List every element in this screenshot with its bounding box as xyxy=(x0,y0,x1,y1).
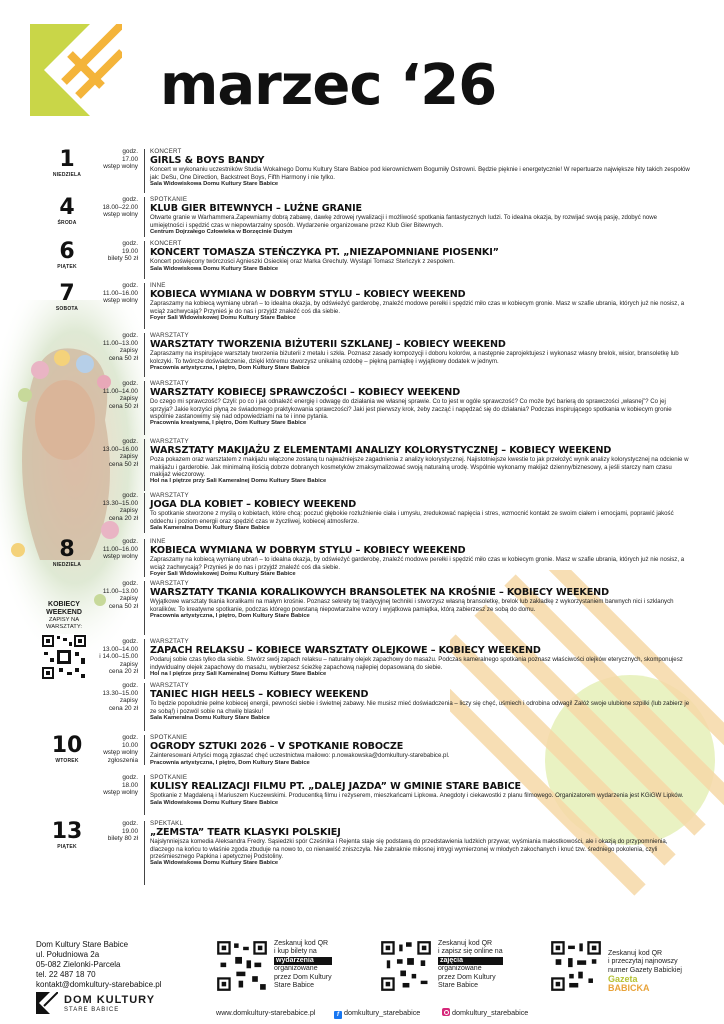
event-title: ZAPACH RELAKSU – KOBIECE WARSZTATY OLEJKOWE – KOBIECY WEEKEND xyxy=(150,645,541,657)
event-description: Spotkanie z Magdaleną i Mariuszem Kuczewskimi. Producentką filmu i reżyserem, mieszkańcami Lipkowa. Anegdoty i ciekawostki z planu filmowego. Organizatorem wydarzenia jest KGiGW Lipków. xyxy=(150,792,684,800)
event-description: Otwarte granie w Warhammera.Zapewniamy dobrą zabawę, dawkę zdrowej rywalizacji i możliwość spotkania fantastycznych ludzi. To idealna okazja, by rozwijać swoją pasję, zdobyć nowe umiejętności i spędzić czas w niepowtarzalny sposób. Wydarzenie organizowane przez Klub Gier Bitewnych. xyxy=(150,214,658,229)
event-meta-line: wstęp wolny xyxy=(103,553,138,561)
event-meta-line: cena 20 zł xyxy=(108,514,138,522)
event-venue: Pracownia artystyczna, I piętro, Dom Kultury Stare Babice xyxy=(150,364,310,371)
event-meta xyxy=(88,734,138,764)
gazeta-babicka-logo xyxy=(608,975,682,992)
event-meta-line: 18.00–22.00 xyxy=(102,203,138,211)
event-description: To będzie popołudnie pełne kobiecej energii, pewności siebie i świetnej zabawy. Nie musisz mieć doświadczenia – liczy się chęć, uśmiech i odrobina odwagi! Załóż swoje ulubione szpilki (lub zabierz je ze sobą!) i pozwól sobie na chwilę blasku! xyxy=(150,700,690,715)
event-meta-line: 13.00–16.00 xyxy=(102,445,138,453)
page-title: marzec ‘26 xyxy=(160,53,497,118)
event-description: Koncert w wykonaniu uczestników Studia Wokalnego Domu Kultury Stare Babice pod kierownictwem Bogumiły Ostrowni. Będzie pięknie i energetycznie! W repertuarze największe hity takich zespołów jak: DeSu, One Direction, Backstreet Boys, Fifth Harmony i nie tylko. xyxy=(150,166,690,181)
qr2-line: organizowane xyxy=(438,965,482,973)
event-meta-line: 18.00 xyxy=(122,781,138,789)
event-title: OGRODY SZTUKI 2026 – V SPOTKANIE ROBOCZE xyxy=(150,741,404,753)
gazeta-word: Gazeta xyxy=(608,974,638,985)
event-divider xyxy=(144,821,145,885)
event-weekday: SOBOTA xyxy=(55,306,79,312)
event-meta-line: 17.00 xyxy=(122,155,138,163)
event-category: WARSZTATY xyxy=(150,438,189,445)
kobiecy-weekend-box xyxy=(38,601,90,680)
event-divider xyxy=(144,493,145,533)
kobiecy-weekend-label: KOBIECY WEEKEND xyxy=(46,601,82,616)
event-meta-line: zapisy xyxy=(119,453,138,461)
event-venue: Sala Widowiskowa Domu Kultury Stare Babice xyxy=(150,799,279,806)
event-date xyxy=(40,734,94,764)
event-description: Podaruj sobie czas tylko dla siebie. Stwórz swój zapach relaksu – naturalny olejek zapachowy do masażu. Podczas kameralnego spotkania poznasz właściwości olejków eterycznych, skomponujesz indywidualny olejek zapachowy do masażu, wybierzesz ścieżkę zapachową najlepiej dopasowaną do siebie. xyxy=(150,656,683,671)
event-meta-line: cena 20 zł xyxy=(108,668,138,676)
event-body xyxy=(150,734,690,767)
event-venue: Foyer Sali Widowiskowej Domu Kultury Stare Babice xyxy=(150,314,296,321)
event-body xyxy=(150,492,690,532)
qr1-line: Zeskanuj kod QR xyxy=(274,940,329,947)
event-category: KONCERT xyxy=(150,240,182,247)
event-day-number: 4 xyxy=(59,195,75,220)
event-meta-line: godz. xyxy=(122,580,138,587)
event-venue: Sala Widowiskowa Domu Kultury Stare Babice xyxy=(150,180,279,187)
dom-kultury-mark-icon xyxy=(36,992,58,1014)
event-divider xyxy=(144,539,145,577)
logo-line-1: DOM KULTURY xyxy=(64,994,156,1006)
event-divider xyxy=(144,149,145,193)
qr2-line: i zapisz się online na xyxy=(438,948,503,956)
event-day-number: 8 xyxy=(59,537,75,562)
event-weekday: PIĄTEK xyxy=(57,264,77,270)
event-description: Najsłynniejsza komedia Aleksandra Fredry. Sąsiedzki spór Cześnika i Rejenta staje się podstawą do przedstawienia ludzkich przywar, wyśmiania małostkowości, ale i okazją do przypomnienia, dlaczego na końcu to właśnie zgoda zbuduje na nowo to, co nienawiść zniszczyła. Nie zabraknie miłosnej intrygi wymierzonej w młodych zakochanych i knuć tzw. średniego pokolenia, czyli prześmiesznego Papkina i apetycznej Podstoliny. xyxy=(150,838,668,860)
event-title: TANIEC HIGH HEELS – KOBIECY WEEKEND xyxy=(150,689,369,701)
event-meta xyxy=(88,580,138,610)
event-body xyxy=(150,538,690,578)
event-venue: Pracownia artystyczna, I piętro, Dom Kultury Stare Babice xyxy=(150,759,310,766)
event-meta-line: zapisy xyxy=(119,660,138,668)
event-day-number: 7 xyxy=(59,281,75,306)
event-title: WARSZTATY TKANIA KORALIKOWYCH BRANSOLETEK NA KROŚNIE – KOBIECY WEEKEND xyxy=(150,587,609,599)
facebook-icon: f xyxy=(334,1011,342,1019)
event-meta-line: zapisy xyxy=(119,395,138,403)
event-meta-line: 19.00 xyxy=(122,827,138,835)
event-meta xyxy=(88,148,138,171)
event-meta-line: zapisy xyxy=(119,595,138,603)
event-meta-line: 11.00–16.00 xyxy=(102,289,138,297)
address-city: 05-082 Zielonki-Parcela xyxy=(36,960,121,969)
event-title: KULISY REALIZACJI FILMU PT. „DALEJ JAZDA” W GMINIE STARE BABICE xyxy=(150,781,522,793)
event-meta-line: godz. xyxy=(122,438,138,445)
event-body xyxy=(150,148,690,188)
qr2-highlight: zajęcia xyxy=(438,957,503,965)
event-meta xyxy=(88,380,138,410)
event-venue: Sala Widowiskowa Domu Kultury Stare Babice xyxy=(150,860,279,867)
event-meta-line: godz. xyxy=(122,148,138,155)
event-category: INNE xyxy=(150,282,166,289)
event-body xyxy=(150,380,690,427)
event-meta-line: 13.30–15.00 xyxy=(102,689,138,697)
qr2-line: Zeskanuj kod QR xyxy=(438,940,493,947)
event-meta-line: 11.00–13.00 xyxy=(102,339,138,347)
qr3-line: Zeskanuj kod QR xyxy=(608,950,663,957)
event-category: KONCERT xyxy=(150,148,182,155)
event-description: Poza pokazem oraz warsztatem z makijażu włączone zostaną tu najważniejsze zagadnienia z analizy kolorystycznej. Najistotniejsze kwestie to jak przełożyć wynik analizy kolorystycznej na odcienie w makijażu i garderobie. Jak minimalną ilością dobrze dobranych kosmetyków zmaksymalizować swoją naturalną urodę. Wspólnie wykonamy makijaż dzienny/biznesowy, a jeśli starczy nam czasu makijaż wieczorowy. xyxy=(150,456,689,478)
event-title: WARSZTATY TWORZENIA BIŻUTERII SZKLANEJ – KOBIECY WEEKEND xyxy=(150,339,506,351)
event-venue: Pracownia artystyczna, I piętro, Dom Kultury Stare Babice xyxy=(150,612,310,619)
event-category: WARSZTATY xyxy=(150,380,189,387)
event-meta-line: godz. xyxy=(122,332,138,339)
instagram-icon xyxy=(442,1008,450,1016)
qr3-line: i przeczytaj najnowszy xyxy=(608,958,678,966)
event-meta-line: cena 50 zł xyxy=(108,354,138,362)
event-meta-line: zgłoszenia xyxy=(107,756,138,764)
footer-address xyxy=(36,940,162,990)
event-meta-line: godz. xyxy=(122,282,138,289)
event-meta-line: 11.00–14.00 xyxy=(102,387,138,395)
qr2-line: przez Dom Kultury xyxy=(438,973,496,981)
event-day-number: 6 xyxy=(59,239,75,264)
zapisy-label: ZAPISY NA WARSZTATY: xyxy=(46,617,82,630)
event-category: INNE xyxy=(150,538,166,545)
event-meta-line: 10.00 xyxy=(122,741,138,749)
qr-tickets-icon[interactable] xyxy=(216,940,268,992)
event-body xyxy=(150,282,690,322)
event-meta-line: bilety 80 zł xyxy=(107,835,138,843)
logo-line-2: STARE BABICE xyxy=(64,1007,120,1013)
qr1-line: Stare Babice xyxy=(274,982,315,990)
event-meta-line: godz. xyxy=(122,380,138,387)
footer xyxy=(0,920,724,1024)
event-meta xyxy=(88,196,138,219)
event-divider xyxy=(144,381,145,435)
event-body xyxy=(150,196,690,236)
event-divider xyxy=(144,241,145,279)
event-body xyxy=(150,240,690,273)
event-meta xyxy=(88,820,138,843)
event-venue: Centrum Dojrzałego Człowieka w Borzęcinie Dużym xyxy=(150,228,293,235)
event-venue: Sala Widowiskowa Domu Kultury Stare Babice xyxy=(150,265,279,272)
event-meta-line: i 14.00–15.00 xyxy=(99,653,138,661)
event-meta-line: 11.00–16.00 xyxy=(102,545,138,553)
event-body xyxy=(150,332,690,372)
event-description: Do czego mi sprawczość? Czyli: po co i jak odnaleźć energię i odwagę do działania we własnej sprawie. Co to jest w ogóle sprawczość? Co może być barierą do sprawczości „własnej”? Co jej sprzyja? Jakie korzyści płyną ze świadomego praktykowania sprawczości? Jaki jest pierwszy krok, żeby zacząć i napędzać się do działania? Podczas inspirującego spotkania w kobiecym gronie wspólnie zastanowimy się nad odpowiedziami na te i inne pytania. xyxy=(150,398,672,420)
event-meta-line: godz. xyxy=(122,774,138,781)
event-meta-line: 13.30–15.00 xyxy=(102,499,138,507)
qr-classes-text xyxy=(438,940,503,990)
facebook-handle: domkultury_starebabice xyxy=(344,1008,421,1017)
qr1-line: przez Dom Kultury xyxy=(274,973,332,981)
event-title: WARSZTATY MAKIJAŻU Z ELEMENTAMI ANALIZY KOLORYSTYCZNEJ – KOBIECY WEEKEND xyxy=(150,445,612,457)
qr2-line: Stare Babice xyxy=(438,982,479,990)
event-category: SPOTKANIE xyxy=(150,734,188,741)
event-date xyxy=(40,282,94,312)
event-meta-line: zapisy xyxy=(119,347,138,355)
event-description: To spotkanie stworzone z myślą o kobietach, które chcą: poczuć głębokie rozluźnienie ciała i umysłu, zredukować napięcia i stres, wzmocnić kontakt ze swoim ciałem i emocjami, poprawić jakość oddechu i poziom energii oraz spędzić czas w życzliwej, kobiecej atmosferze. xyxy=(150,510,674,525)
event-venue: Sala Kameralna Domu Kultury Stare Babice xyxy=(150,714,270,721)
event-venue: Hol na I piętrze przy Sali Kameralnej Domu Kultury Stare Babice xyxy=(150,670,327,677)
event-meta-line: bilety 50 zł xyxy=(107,255,138,263)
event-weekday: NIEDZIELA xyxy=(52,172,82,178)
event-title: „ZEMSTA” TEATR KLASYKI POLSKIEJ xyxy=(150,827,341,839)
qr-gazeta-text xyxy=(608,950,682,992)
event-weekday: WTOREK xyxy=(55,758,79,764)
instagram-handle: domkultury_starebabice xyxy=(452,1008,529,1017)
event-meta xyxy=(88,282,138,305)
dom-kultury-logo-icon xyxy=(30,24,122,116)
event-meta-line: godz. xyxy=(122,682,138,689)
event-meta-line: zapisy xyxy=(119,507,138,515)
qr-classes-icon[interactable] xyxy=(380,940,432,992)
event-venue: Pracownia kreatywna, I piętro, Dom Kultury Stare Babice xyxy=(150,420,307,427)
event-body xyxy=(150,580,690,620)
event-body xyxy=(150,438,690,485)
event-meta xyxy=(88,774,138,797)
qr-code-icon[interactable] xyxy=(41,634,87,680)
event-venue: Sala Kameralna Domu Kultury Stare Babice xyxy=(150,524,270,531)
event-day-number: 13 xyxy=(51,819,83,844)
event-meta-line: cena 50 zł xyxy=(108,460,138,468)
address-name: Dom Kultury Stare Babice xyxy=(36,940,129,949)
event-description: Zapraszamy na inspirujące warsztaty tworzenia biżuterii z metalu i szkła. Poznasz zasady kompozycji i doboru kolorów, a następnie zaprojektujesz i wykonasz własny brelok, wisior, bransoletkę lub kolczyki. To twórcze doświadczenie, dzięki któremu stworzysz unikalną ozdobę – piękną pamiątkę i wyjątkowy dodatek w jednym. xyxy=(150,350,679,365)
event-title: KOBIECA WYMIANA W DOBRYM STYLU – KOBIECY WEEKEND xyxy=(150,289,466,301)
event-divider xyxy=(144,333,145,377)
event-date xyxy=(40,538,94,568)
event-title: KLUB GIER BITEWNYCH – LUŹNE GRANIE xyxy=(150,203,362,215)
event-day-number: 1 xyxy=(59,147,75,172)
event-meta-line: wstęp wolny xyxy=(103,163,138,171)
event-category: SPOTKANIE xyxy=(150,774,188,781)
event-meta-line: godz. xyxy=(122,538,138,545)
event-title: GIRLS & BOYS BANDY xyxy=(150,155,265,167)
event-meta-line: godz. xyxy=(122,734,138,741)
event-description: Koncert poświęcony twórczości Agnieszki Osieckiej oraz Marka Grechuty. Wystąpi Tomasz Steńczyk z zespołem. xyxy=(150,258,455,266)
event-meta xyxy=(88,240,138,263)
event-meta-line: cena 20 zł xyxy=(108,704,138,712)
qr1-line: i kup bilety na xyxy=(274,948,317,956)
event-divider xyxy=(144,735,145,765)
event-venue: Foyer Sali Widowiskowej Domu Kultury Stare Babice xyxy=(150,570,296,577)
event-category: WARSZTATY xyxy=(150,332,189,339)
event-meta-line: cena 50 zł xyxy=(108,402,138,410)
event-title: KONCERT TOMASZA STEŃCZYKA PT. „NIEZAPOMNIANE PIOSENKI” xyxy=(150,247,499,259)
instagram-link[interactable] xyxy=(442,1008,528,1017)
event-divider xyxy=(144,283,145,329)
event-description: Wyjątkowe warsztaty tkania koralikami na małym krośnie. Poznasz sekrety tej tradycyjnej techniki i stworzysz własną bransoletkę, brelok lub zakładkę z wykorzystaniem barwnych nici i szklanych koralików. To kreatywne spotkanie, podczas którego powstaną niepowtarzalne wzory i wyjątkowa pamiątka, którą zabierzesz ze sobą do domu. xyxy=(150,598,674,613)
address-phone: tel. 22 487 18 70 xyxy=(36,970,96,979)
event-meta-line: godz. xyxy=(122,638,138,645)
event-meta-line: godz. xyxy=(122,820,138,827)
event-meta xyxy=(88,538,138,561)
event-body xyxy=(150,638,690,678)
facebook-link[interactable] xyxy=(334,1008,420,1019)
event-meta-line: wstęp wolny xyxy=(103,297,138,305)
event-category: WARSZTATY xyxy=(150,682,189,689)
event-category: SPOTKANIE xyxy=(150,196,188,203)
footer-logo xyxy=(36,992,176,1018)
event-divider xyxy=(144,439,145,491)
event-meta-line: wstęp wolny xyxy=(103,211,138,219)
event-divider xyxy=(144,197,145,237)
event-meta-line: 13.00–14.00 xyxy=(102,645,138,653)
event-meta-line: cena 50 zł xyxy=(108,602,138,610)
event-meta-line: godz. xyxy=(122,492,138,499)
event-meta-line: 19.00 xyxy=(122,247,138,255)
event-description: Zapraszamy na kobiecą wymianę ubrań – to idealna okazja, by odświeżyć garderobę, znaleźć modowe perełki i spędzić miło czas w kobiecym gronie. Masz w szafie ubrania, których już nie nosisz, a wciąż zachwycają? Przynieś je do nas i przyjdź znaleźć coś dla siebie. xyxy=(150,300,685,315)
event-weekday: ŚRODA xyxy=(57,220,77,226)
event-title: WARSZTATY KOBIECEJ SPRAWCZOŚCI – KOBIECY WEEKEND xyxy=(150,387,461,399)
event-meta xyxy=(88,638,138,676)
qr-gazeta-icon[interactable] xyxy=(550,940,602,992)
event-venue: Hol na I piętrze przy Sali Kameralnej Domu Kultury Stare Babice xyxy=(150,478,327,485)
website-link[interactable]: www.domkultury-starebabice.pl xyxy=(216,1008,316,1017)
event-meta-line: zapisy xyxy=(119,697,138,705)
babicka-word: BABICKA xyxy=(608,982,650,993)
qr1-line: organizowane xyxy=(274,965,318,973)
event-description: Zapraszamy na kobiecą wymianę ubrań – to idealna okazja, by odświeżyć garderobę, znaleźć modowe perełki i spędzić miło czas w kobiecym gronie. Masz w szafie ubrania, których już nie nosisz, a wciąż zachwycają? Przynieś je do nas i przyjdź znaleźć coś dla siebie. xyxy=(150,556,685,571)
event-divider xyxy=(144,775,145,815)
event-meta xyxy=(88,492,138,522)
event-meta xyxy=(88,682,138,712)
event-category: WARSZTATY xyxy=(150,638,189,645)
event-meta-line: godz. xyxy=(122,240,138,247)
event-meta-line: wstęp wolny xyxy=(103,789,138,797)
event-category: WARSZTATY xyxy=(150,580,189,587)
event-body xyxy=(150,682,690,722)
event-meta-line: godz. xyxy=(122,196,138,203)
event-category: WARSZTATY xyxy=(150,492,189,499)
address-street: ul. Południowa 2a xyxy=(36,950,100,959)
event-date xyxy=(40,820,94,850)
event-meta xyxy=(88,332,138,362)
event-title: KOBIECA WYMIANA W DOBRYM STYLU – KOBIECY WEEKEND xyxy=(150,545,466,557)
event-title: JOGA DLA KOBIET – KOBIECY WEEKEND xyxy=(150,499,357,511)
event-weekday: PIĄTEK xyxy=(57,844,77,850)
event-date xyxy=(40,240,94,270)
event-meta xyxy=(88,438,138,468)
event-meta-line: wstęp wolny xyxy=(103,749,138,757)
event-body xyxy=(150,820,690,867)
event-date xyxy=(40,148,94,178)
event-category: SPEKTAKL xyxy=(150,820,184,827)
event-description: Zainteresowani Artyści mogą zgłaszać chęć uczestnictwa mailowo: p.nowakowska@domkultury-starebabice.pl. xyxy=(150,752,450,760)
event-divider xyxy=(144,683,145,731)
event-divider xyxy=(144,581,145,635)
event-meta-line: 11.00–13.00 xyxy=(102,587,138,595)
qr-tickets-text xyxy=(274,940,332,990)
qr1-highlight: wydarzenia xyxy=(274,957,332,965)
event-divider xyxy=(144,639,145,679)
address-email[interactable]: kontakt@domkultury-starebabice.pl xyxy=(36,980,162,989)
event-body xyxy=(150,774,690,807)
qr3-line: numer Gazety Babickiej xyxy=(608,966,682,974)
event-weekday: NIEDZIELA xyxy=(52,562,82,568)
event-date xyxy=(40,196,94,226)
event-day-number: 10 xyxy=(51,733,83,758)
